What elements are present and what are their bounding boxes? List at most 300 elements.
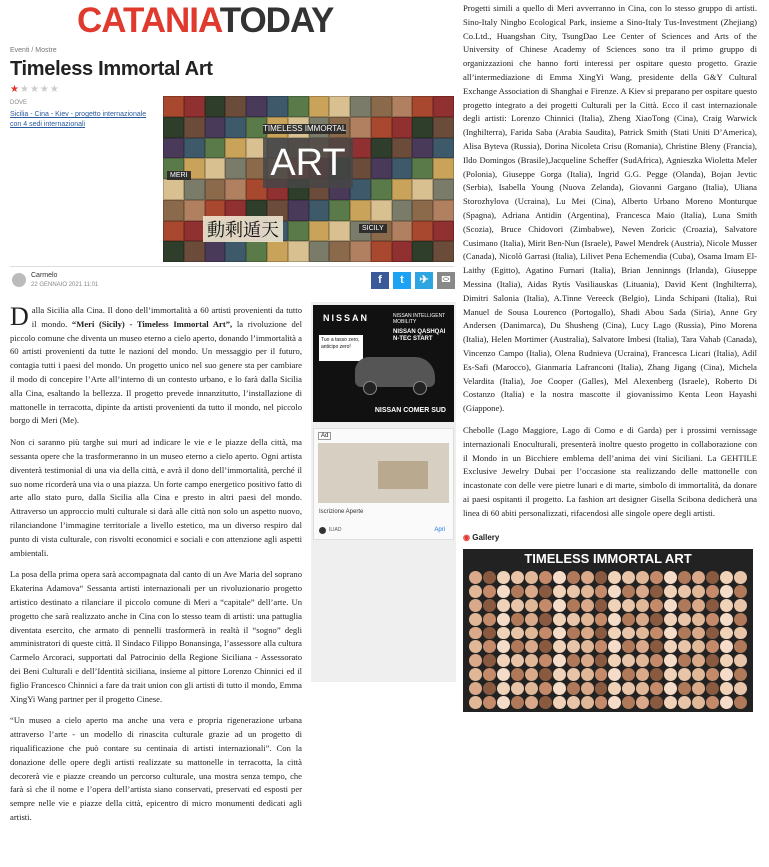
face-thumbnail: [483, 571, 496, 584]
face-thumbnail: [567, 668, 580, 681]
face-thumbnail: [608, 585, 621, 598]
face-thumbnail: [595, 599, 608, 612]
face-thumbnail: [567, 682, 580, 695]
face-thumbnail: [608, 627, 621, 640]
article-body-right: [463, 2, 757, 528]
telegram-icon: ✈: [419, 274, 429, 286]
mosaic-tile: [412, 117, 433, 138]
mosaic-tile: [267, 96, 288, 117]
paragraph: Non ci saranno più targhe sui muri ad indicare le vie e le piazze della città, ma sessanta opere che la trasformeranno in un museo eterno a cielo aperto. Ogni artista diventerà testimonial di una via della città, e avrà il dono dell’immortalità, perché il suo nome ricorderà una via o una piazza. Un forte campo energetico positivo fatto di arte allo stato puro, dalla Sicilia alla Cina e presto in altri paesi del mondo. Attraverso un approccio multi culturale si darà alle città non solo un aspetto nuovo, rilanciandone l’immagine territoriale a livello estetico, ma un diverso respiro dal punto di vista culturale, con risvolti economici e sociali e con attenzione agli aspetti ambientali.: [10, 437, 302, 558]
face-thumbnail: [567, 599, 580, 612]
paragraph: [10, 304, 302, 428]
telegram-share-button[interactable]: [415, 272, 433, 289]
face-thumbnail: [720, 640, 733, 653]
face-thumbnail: [511, 571, 524, 584]
face-thumbnail: [678, 613, 691, 626]
face-thumbnail: [678, 599, 691, 612]
face-thumbnail: [664, 654, 677, 667]
mosaic-tile: [184, 179, 205, 200]
face-thumbnail: [622, 696, 635, 709]
ad-badge: Ad: [318, 432, 331, 440]
face-thumbnail: [595, 668, 608, 681]
gallery-heading: [463, 533, 499, 542]
logo-part2: TODAY: [219, 1, 334, 40]
face-thumbnail: [595, 682, 608, 695]
mosaic-tile: [412, 221, 433, 242]
face-thumbnail: [636, 613, 649, 626]
mosaic-tile: [433, 158, 454, 179]
face-thumbnail: [539, 696, 552, 709]
mosaic-tile: [225, 179, 246, 200]
face-thumbnail: [608, 571, 621, 584]
hero-label-art: ART: [263, 138, 353, 188]
mosaic-tile: [350, 179, 371, 200]
face-thumbnail: [664, 627, 677, 640]
camera-icon: ◉: [463, 533, 470, 542]
face-thumbnail: [608, 654, 621, 667]
face-thumbnail: [678, 571, 691, 584]
face-thumbnail: [720, 627, 733, 640]
mosaic-tile: [433, 200, 454, 221]
mosaic-tile: [350, 138, 371, 159]
face-thumbnail: [734, 682, 747, 695]
face-thumbnail: [553, 696, 566, 709]
face-thumbnail: [678, 627, 691, 640]
face-thumbnail: [734, 654, 747, 667]
face-thumbnail: [636, 682, 649, 695]
mosaic-tile: [163, 221, 184, 242]
mosaic-tile: [433, 117, 454, 138]
face-thumbnail: [678, 696, 691, 709]
face-thumbnail: [483, 696, 496, 709]
face-thumbnail: [608, 599, 621, 612]
face-thumbnail: [511, 627, 524, 640]
faces-grid: [469, 571, 747, 709]
where-link[interactable]: Sicilia - Cina - Kiev - progetto internazionale con 4 sedi internazionali: [10, 111, 147, 128]
mosaic-tile: [309, 96, 330, 117]
face-thumbnail: [636, 627, 649, 640]
face-thumbnail: [525, 682, 538, 695]
mosaic-tile: [392, 158, 413, 179]
mosaic-tile: [309, 221, 330, 242]
face-thumbnail: [706, 682, 719, 695]
face-thumbnail: [678, 654, 691, 667]
face-thumbnail: [581, 696, 594, 709]
face-thumbnail: [734, 571, 747, 584]
gallery-image[interactable]: [463, 549, 753, 712]
face-thumbnail: [539, 654, 552, 667]
face-thumbnail: [483, 654, 496, 667]
face-thumbnail: [692, 627, 705, 640]
paragraph: “Un museo a cielo aperto ma anche una vera e propria rigenerazione urbana attraverso l’arte - un modello di rinascita culturale grazie ad un progetto di riqualificazione che può contare su centinaia di artisti internazionali”. Con la donazione delle opere degli artisti realizzate su mattonelle in terracotta, la città decorerà vie e piazze creando un percorso culturale, una mostra senza tempo, che farà sì che il nome e l’opera dell’artista siano conservati, preservati ed esposti per sempre nelle vie e piazze della città, epicentro di micro monumenti dedicati agli artisti.: [10, 715, 302, 822]
mosaic-tile: [433, 96, 454, 117]
twitter-icon: t: [400, 274, 404, 286]
face-thumbnail: [692, 654, 705, 667]
face-thumbnail: [469, 654, 482, 667]
face-thumbnail: [581, 571, 594, 584]
face-thumbnail: [511, 585, 524, 598]
mosaic-tile: [163, 200, 184, 221]
mosaic-tile: [205, 241, 226, 262]
hero-label-timeless: TIMELESS IMMORTAL: [263, 124, 347, 133]
face-thumbnail: [650, 682, 663, 695]
face-thumbnail: [650, 613, 663, 626]
mosaic-tile: [225, 158, 246, 179]
divider: [10, 266, 454, 267]
ad-cta-button[interactable]: Apri: [434, 527, 445, 533]
paragraph: Chebolle (Lago Maggiore, Lago di Como e di Garda) per i prossimi vernissage internazionali Enoculturali, presenterà inoltre questo progetto in collaborazione con il Mondo in un Bicchiere emblema dell’anima dei vini Siciliani. La GEHTILE Exclusive Jewelry Dubai per l’occasione sta realizzando delle mattonelle con incastonate con delle vere pietre lunari e di marte, simbolo di immortalità, da donare ai paesi ospitanti il progetto. La fashion art designer Gisella Scibona dedicherà una linea di 60 abiti personalizzati, rifacendosi alle singole opere degli artisti.: [463, 424, 757, 518]
mosaic-tile: [184, 241, 205, 262]
mosaic-tile: [350, 96, 371, 117]
mosaic-tile: [163, 241, 184, 262]
mosaic-tile: [184, 200, 205, 221]
face-thumbnail: [553, 599, 566, 612]
face-thumbnail: [539, 599, 552, 612]
face-thumbnail: [497, 585, 510, 598]
ad-dealer: NISSAN COMER SUD: [374, 407, 446, 414]
face-thumbnail: [539, 585, 552, 598]
mosaic-tile: [350, 241, 371, 262]
face-thumbnail: [539, 668, 552, 681]
face-thumbnail: [483, 599, 496, 612]
mosaic-tile: [412, 200, 433, 221]
mosaic-tile: [163, 117, 184, 138]
text: alla Sicilia alla Cina. Il dono dell’immortalità a 60 artisti provenienti da tutto il mondo.: [31, 305, 302, 329]
face-thumbnail: [581, 627, 594, 640]
face-thumbnail: [553, 585, 566, 598]
face-thumbnail: [595, 696, 608, 709]
face-thumbnail: [622, 571, 635, 584]
face-thumbnail: [497, 627, 510, 640]
face-thumbnail: [720, 696, 733, 709]
face-thumbnail: [622, 654, 635, 667]
face-thumbnail: [511, 599, 524, 612]
face-thumbnail: [511, 696, 524, 709]
mosaic-tile: [412, 96, 433, 117]
mosaic-tile: [433, 179, 454, 200]
face-thumbnail: [692, 682, 705, 695]
twitter-share-button[interactable]: [393, 272, 411, 289]
email-icon: ✉: [441, 274, 451, 286]
mosaic-tile: [184, 117, 205, 138]
face-thumbnail: [525, 585, 538, 598]
face-thumbnail: [734, 668, 747, 681]
face-thumbnail: [595, 571, 608, 584]
mosaic-tile: [412, 179, 433, 200]
mosaic-tile: [288, 200, 309, 221]
face-thumbnail: [497, 654, 510, 667]
mosaic-tile: [163, 138, 184, 159]
logo-part1: CATANIA: [77, 1, 220, 40]
face-thumbnail: [497, 640, 510, 653]
face-thumbnail: [706, 654, 719, 667]
face-thumbnail: [664, 599, 677, 612]
face-thumbnail: [636, 640, 649, 653]
mosaic-tile: [392, 117, 413, 138]
face-thumbnail: [581, 585, 594, 598]
face-thumbnail: [469, 627, 482, 640]
face-thumbnail: [720, 668, 733, 681]
face-thumbnail: [511, 640, 524, 653]
face-thumbnail: [567, 571, 580, 584]
face-thumbnail: [567, 640, 580, 653]
face-thumbnail: [692, 599, 705, 612]
face-thumbnail: [636, 571, 649, 584]
mosaic-tile: [371, 200, 392, 221]
mosaic-tile: [329, 200, 350, 221]
face-thumbnail: [650, 627, 663, 640]
face-thumbnail: [469, 599, 482, 612]
face-thumbnail: [608, 668, 621, 681]
face-thumbnail: [483, 668, 496, 681]
gallery-label: Gallery: [472, 533, 500, 542]
face-thumbnail: [650, 585, 663, 598]
face-thumbnail: [664, 571, 677, 584]
face-thumbnail: [525, 613, 538, 626]
face-thumbnail: [581, 668, 594, 681]
face-thumbnail: [636, 585, 649, 598]
face-thumbnail: [706, 585, 719, 598]
breadcrumb-category[interactable]: Eventi / Mostre: [10, 47, 57, 54]
mosaic-tile: [433, 221, 454, 242]
face-thumbnail: [497, 571, 510, 584]
face-thumbnail: [469, 571, 482, 584]
face-thumbnail: [525, 654, 538, 667]
face-thumbnail: [483, 682, 496, 695]
dropcap: D: [10, 302, 29, 331]
face-thumbnail: [497, 696, 510, 709]
face-thumbnail: [692, 571, 705, 584]
face-thumbnail: [581, 613, 594, 626]
face-thumbnail: [636, 654, 649, 667]
mosaic-tile: [163, 96, 184, 117]
mosaic-tile: [246, 96, 267, 117]
ad-image: [318, 443, 449, 503]
mosaic-tile: [392, 138, 413, 159]
ad-title: Iscrizione Aperte: [319, 509, 364, 515]
hero-label-meri: MERI: [167, 171, 191, 180]
mosaic-tile: [371, 138, 392, 159]
mosaic-tile: [205, 96, 226, 117]
avatar[interactable]: [12, 273, 26, 287]
face-thumbnail: [706, 613, 719, 626]
rating-stars[interactable]: [10, 84, 60, 95]
face-thumbnail: [497, 682, 510, 695]
face-thumbnail: [622, 682, 635, 695]
face-thumbnail: [734, 640, 747, 653]
mosaic-tile: [350, 158, 371, 179]
face-thumbnail: [734, 696, 747, 709]
source-icon: [319, 527, 326, 534]
face-thumbnail: [511, 668, 524, 681]
star-icon[interactable]: ★: [49, 84, 60, 95]
where-label: DOVE: [10, 100, 28, 106]
mosaic-tile: [329, 96, 350, 117]
face-thumbnail: [469, 640, 482, 653]
hero-image[interactable]: [163, 96, 454, 262]
face-thumbnail: [595, 613, 608, 626]
facebook-icon: f: [378, 274, 382, 286]
mosaic-tile: [309, 241, 330, 262]
gallery-title: TIMELESS IMMORTAL ART: [524, 551, 692, 566]
face-thumbnail: [734, 613, 747, 626]
face-thumbnail: [636, 668, 649, 681]
hero-label-sicily: SICILY: [359, 224, 387, 233]
mosaic-tile: [205, 138, 226, 159]
mosaic-tile: [371, 117, 392, 138]
mosaic-tile: [225, 241, 246, 262]
mosaic-tile: [288, 96, 309, 117]
mosaic-tile: [433, 138, 454, 159]
face-thumbnail: [664, 613, 677, 626]
face-thumbnail: [497, 613, 510, 626]
face-thumbnail: [511, 682, 524, 695]
face-thumbnail: [622, 599, 635, 612]
face-thumbnail: [567, 585, 580, 598]
face-thumbnail: [483, 613, 496, 626]
face-thumbnail: [720, 613, 733, 626]
face-thumbnail: [650, 654, 663, 667]
face-thumbnail: [581, 654, 594, 667]
face-thumbnail: [469, 682, 482, 695]
face-thumbnail: [469, 613, 482, 626]
mosaic-tile: [371, 158, 392, 179]
face-thumbnail: [608, 613, 621, 626]
face-thumbnail: [483, 627, 496, 640]
mosaic-tile: [309, 200, 330, 221]
mosaic-tile: [184, 138, 205, 159]
star-icon[interactable]: ★: [39, 84, 50, 95]
face-thumbnail: [525, 571, 538, 584]
face-thumbnail: [678, 682, 691, 695]
mosaic-tile: [205, 179, 226, 200]
facebook-share-button[interactable]: [371, 272, 389, 289]
face-thumbnail: [567, 627, 580, 640]
face-thumbnail: [734, 627, 747, 640]
face-thumbnail: [525, 640, 538, 653]
paragraph: Progetti simili a quello di Meri avverranno in Cina, con lo stesso gruppo di artisti. Sino-Italy Ningbo Ecological Park, insieme a Sino-Italy Tus-Investment (Zhejiang) Co.Ltd., Huangshan City, TsungDao Lee Center of Sciences and Arts of the University of Chinese Academy of Sciences sono tra il primo gruppo di organizzazioni che hanno forti interessi per ospitare questo progetto. Grazie all’intermediazione di Emma XingYi Wang, presidente della G&Y Cultural Exchange Association di Shanghai e Firenze. A Kiev si preparano per ospitare questo progetto integrato a dei progetti Culturali per la Città. Ecco il cast internazionale degli artisti: Lorenzo Chinnici (Italia), Zheng XiaoTong (Cina), Craig Warwick (Inghilterra), Farida Saba (Arabia Saudita), Patrick Smith (Stati Uniti D’America), Alisa Byteva (Russia), Dorina Nicoleta Crisu (Romania), Christine Bleny (Francia), Ildo Domingos (Brasile),Jacqueline Scheffer (SudAfrica), Agnieszka Wioletta Meler (Polonia), Giuseppe Gorga (Italia), Ingrid G.G. Pegge (Olanda), Bojan Jevtic (Serbia), Isabella Young (Nuova Zelanda), Giovanni Gargano (Italia), Uliana Storozhylova (Ucraina), Lu Mei (Cina), Alberto Urbano Moreno Monturque (Spagna), Adriana Antidin (Argentina), Francesca Maio (Italia), Luna Smith (Scozia), Bruce Chidovori (Zimbabwe), Neven Zoricic (Croazia), Salvatore Cusimano (Italia), Mirit Ben-Nun (Israele), Pawel Mendrek (Austria), Nicole Musser (Canada), Nicolò Garrasi (Italia), Lilivet Pena Echemendia (Cuba), Osama Imam El-Laithy (Egitto), Agatino Furnari (Italia), Brian Jenninngs (Irlanda), Giuseppe Messina (Italia), Aidas Rytis Vasiliauskas (Lituania), David Kent (Inghilterra), Dimitri Salonia (Italia), A.Tinne Vereeck (Belgio), Linda Schipani (Italia), Rui Manuel de Sousa Lourenco (Portogallo), Shadi Abou Sada (Siria), Anne Gry Andersen (Danimarca), Du Shusheng (Cina), Lucy Lago (Russia), Pino Morena (Italia), Helen Mortimer (Australia), Salvatore Imbesi (Italia), Tara Vahab (Canada), Vincenzo Campo (Italia), Olena Rudnieva (Ucraina), Francesca Licari (Italia), Adil Es-Safi (Marocco), Gianmaria Lafranconi (Italia), Zhang Jigang (Cina), Michela Velardita (Italia), Joe Cooper (Galles), Mel Alexenberg (Israele), Roberto Di Costanzo (Italia) e la nostra mascotte il giovanissimo Kenta Leon Hayashi (Giappone).: [463, 3, 757, 414]
mosaic-tile: [392, 96, 413, 117]
face-thumbnail: [608, 696, 621, 709]
mosaic-tile: [225, 96, 246, 117]
face-thumbnail: [525, 599, 538, 612]
face-thumbnail: [581, 640, 594, 653]
mosaic-tile: [205, 117, 226, 138]
face-thumbnail: [664, 668, 677, 681]
face-thumbnail: [567, 654, 580, 667]
mosaic-tile: [392, 241, 413, 262]
face-thumbnail: [720, 654, 733, 667]
star-icon[interactable]: ★: [10, 84, 20, 95]
email-share-button[interactable]: [437, 272, 455, 289]
face-thumbnail: [595, 585, 608, 598]
mosaic-tile: [246, 241, 267, 262]
mosaic-tile: [412, 158, 433, 179]
face-thumbnail: [650, 640, 663, 653]
wheel-icon: [413, 381, 427, 395]
paragraph: La posa della prima opera sarà accompagnata dal canto di un Ave Maria del soprano Ekaterina Adamova“ Sessanta artisti internazionali per un rivoluzionario progetto artistico destinato a rilanciare il piccolo comune di Meri a “capitale” dell’arte. Un progetto che sarà realizzato anche in Cina con lo stesso team di artisti: una pattuglia diventata esercito, che armato di pennelli trasformerà in realtà il “sogno” degli amministratori di queste città. Il Sindaco Filippo Bonansinga, l’assessore alla cultura Carmelo Arcoraci, supportati dal Patrocinio della Regione Siciliana - Assessorato dei Beni Culturali e dell’Identità siciliana, insieme al pittore Lorenzo Chinnici ed il figlio Francesco Chinnici a fare da trait union con gli artisti di tutto il mondo, Emma XingYi Wang partner per il progetto Cinese.: [10, 569, 302, 704]
star-icon[interactable]: ★: [19, 84, 30, 95]
face-thumbnail: [553, 668, 566, 681]
face-thumbnail: [622, 613, 635, 626]
iliad-ad[interactable]: [313, 428, 454, 540]
face-thumbnail: [595, 640, 608, 653]
face-thumbnail: [553, 682, 566, 695]
face-thumbnail: [608, 640, 621, 653]
face-thumbnail: [692, 640, 705, 653]
face-thumbnail: [595, 627, 608, 640]
face-thumbnail: [692, 585, 705, 598]
ad-brand: NISSAN: [323, 313, 370, 323]
mosaic-tile: [371, 96, 392, 117]
site-logo[interactable]: [77, 2, 333, 40]
face-thumbnail: [511, 654, 524, 667]
face-thumbnail: [483, 640, 496, 653]
face-thumbnail: [539, 640, 552, 653]
face-thumbnail: [692, 668, 705, 681]
nissan-ad[interactable]: [313, 305, 454, 422]
face-thumbnail: [664, 640, 677, 653]
page-title: Timeless Immortal Art: [10, 58, 213, 80]
face-thumbnail: [706, 627, 719, 640]
face-thumbnail: [650, 571, 663, 584]
face-thumbnail: [664, 696, 677, 709]
face-thumbnail: [650, 668, 663, 681]
face-thumbnail: [678, 668, 691, 681]
ad-model: NISSAN QASHQAI N-TEC START: [393, 329, 446, 342]
face-thumbnail: [525, 696, 538, 709]
face-thumbnail: [608, 682, 621, 695]
face-thumbnail: [581, 682, 594, 695]
face-thumbnail: [664, 585, 677, 598]
author-name[interactable]: Carmelo: [31, 272, 58, 279]
face-thumbnail: [692, 696, 705, 709]
wheel-icon: [363, 381, 377, 395]
face-thumbnail: [734, 599, 747, 612]
publish-date: 22 GENNAIO 2021 11:01: [31, 282, 99, 288]
star-icon[interactable]: ★: [29, 84, 40, 95]
face-thumbnail: [720, 682, 733, 695]
face-thumbnail: [622, 585, 635, 598]
mosaic-tile: [412, 241, 433, 262]
face-thumbnail: [553, 627, 566, 640]
face-thumbnail: [622, 668, 635, 681]
mosaic-tile: [184, 96, 205, 117]
mosaic-tile: [163, 179, 184, 200]
furniture-shape: [378, 461, 428, 489]
face-thumbnail: [525, 627, 538, 640]
face-thumbnail: [706, 571, 719, 584]
face-thumbnail: [636, 696, 649, 709]
mosaic-tile: [350, 200, 371, 221]
mosaic-tile: [329, 241, 350, 262]
mosaic-tile: [412, 138, 433, 159]
face-thumbnail: [553, 640, 566, 653]
face-thumbnail: [553, 654, 566, 667]
mosaic-tile: [392, 221, 413, 242]
face-thumbnail: [539, 613, 552, 626]
face-thumbnail: [525, 668, 538, 681]
mosaic-tile: [329, 221, 350, 242]
face-thumbnail: [595, 654, 608, 667]
mosaic-tile: [392, 179, 413, 200]
face-thumbnail: [553, 571, 566, 584]
face-thumbnail: [567, 696, 580, 709]
mosaic-tile: [288, 241, 309, 262]
ad-source: ILIAD: [329, 527, 342, 533]
face-thumbnail: [650, 599, 663, 612]
face-thumbnail: [692, 613, 705, 626]
